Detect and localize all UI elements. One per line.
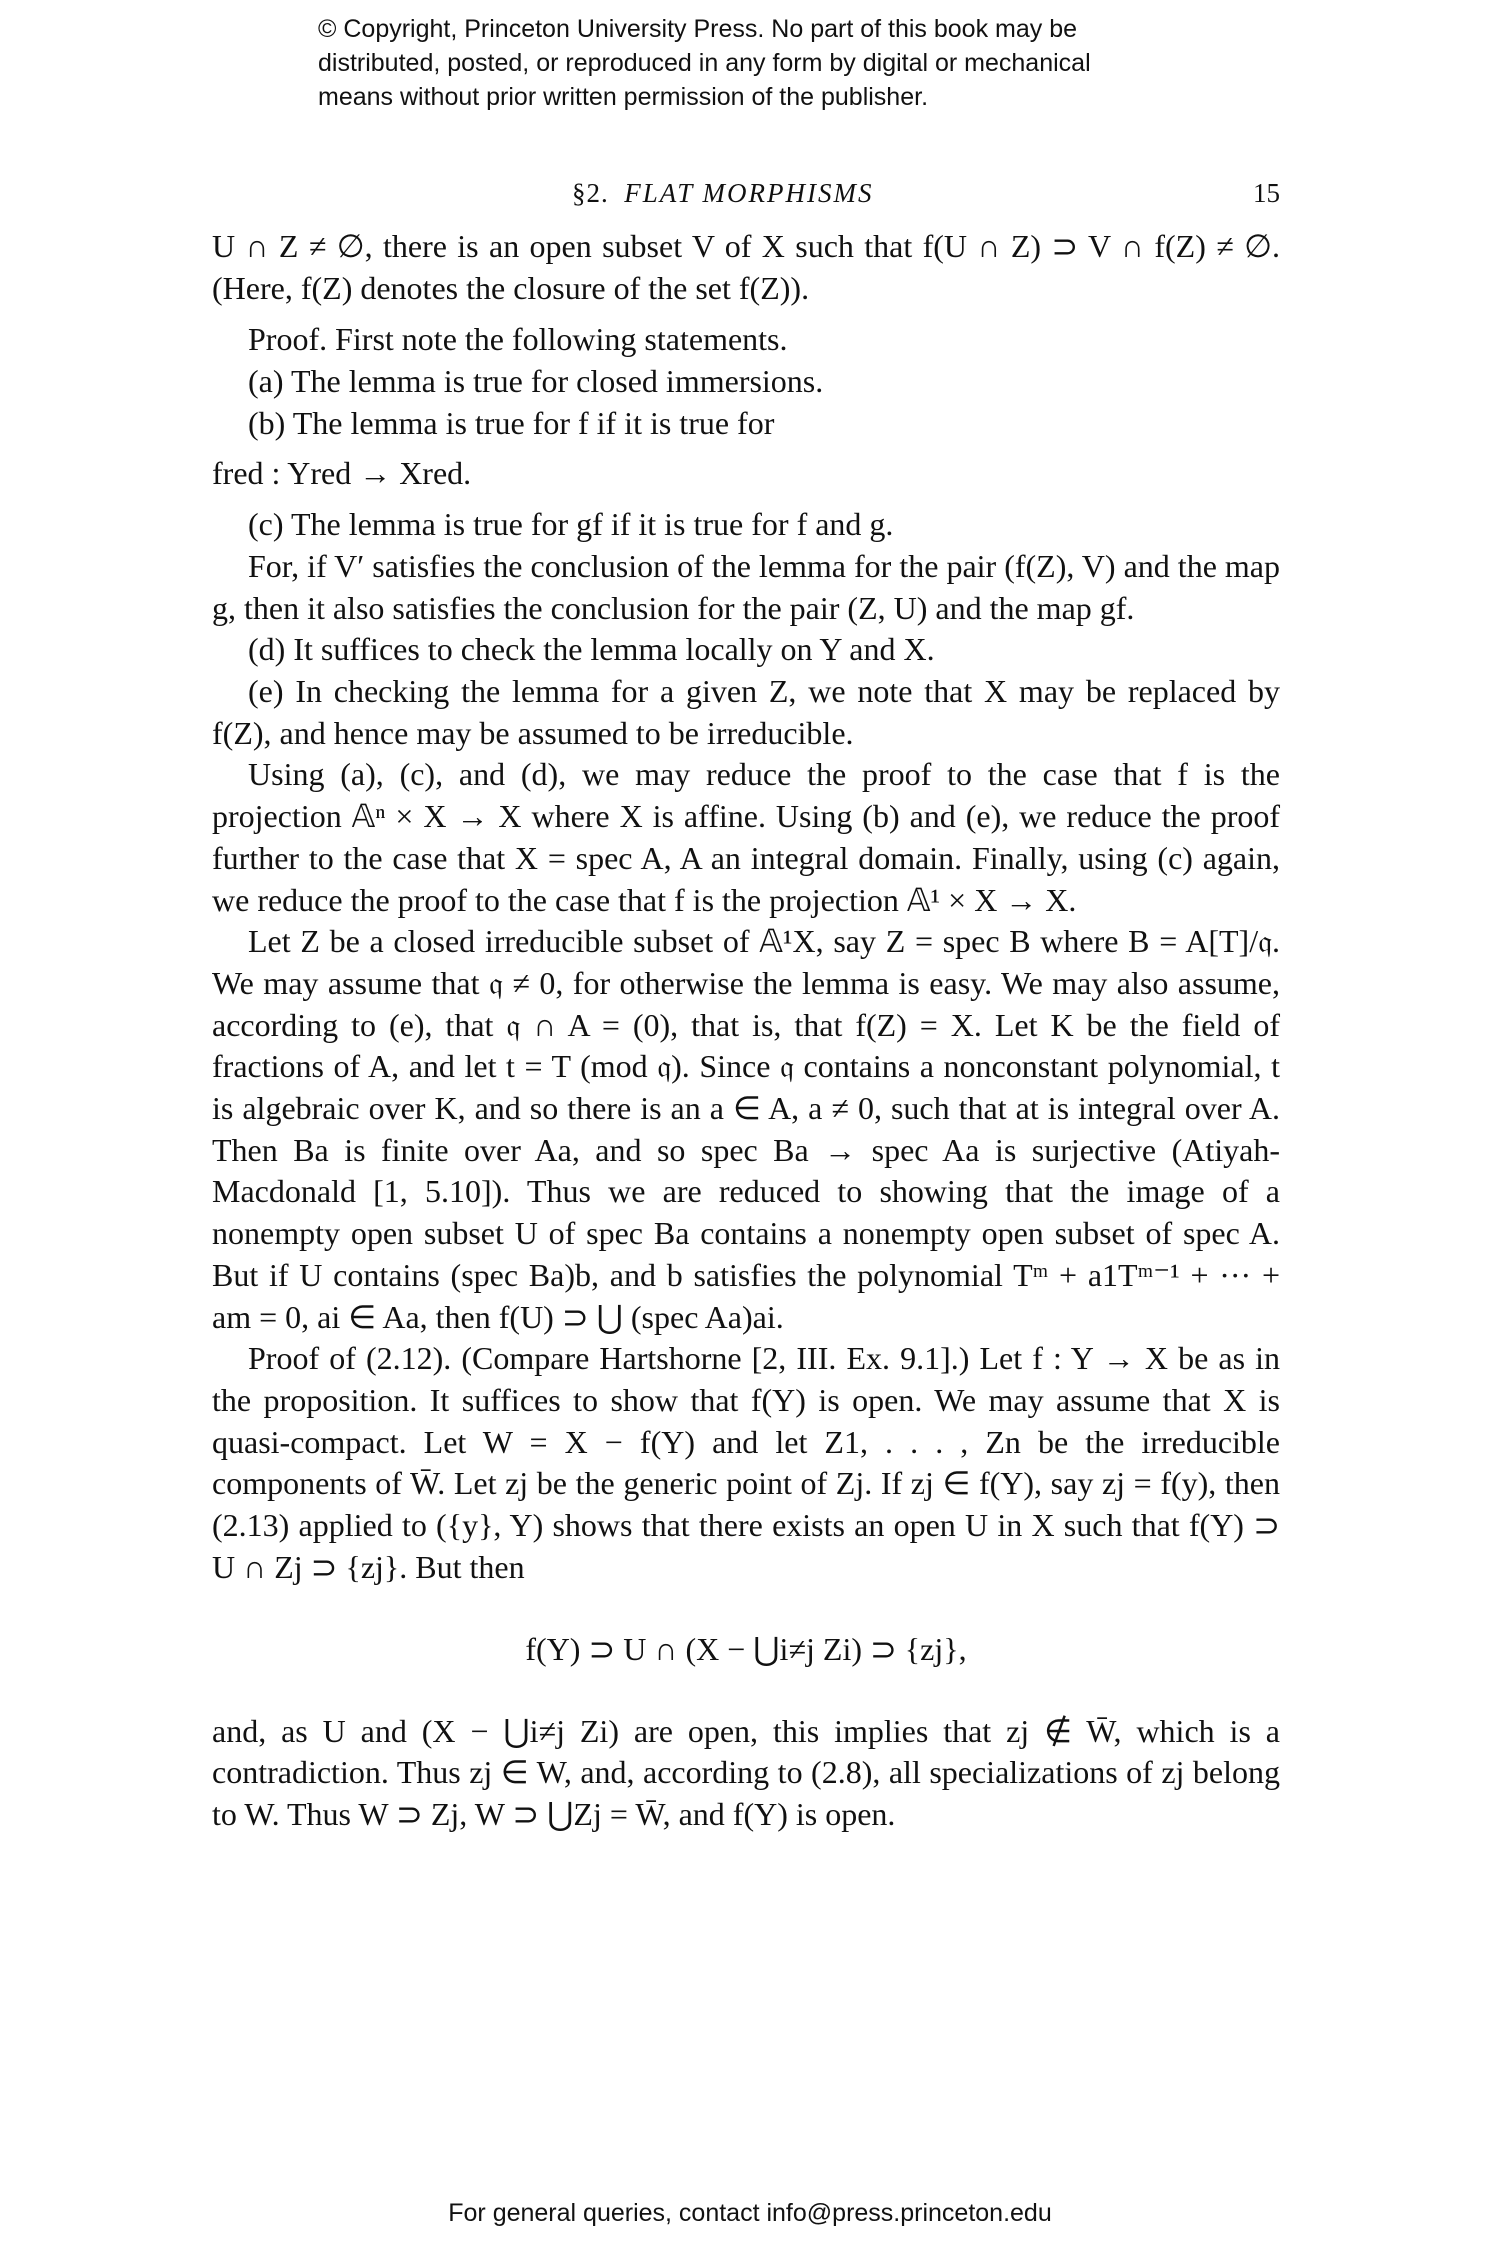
- page-number: 15: [1253, 178, 1280, 208]
- paragraph-proof-2-12: Proof of (2.12). (Compare Hartshorne [2, III. Ex. 9.1].) Let f : Y → X be as in the proposition. It suffices to show that f(Y) is open. We may assume that X is quasi-compact. Let W = X − f(Y) and let Z1, . . . , Zn be the irreducible components of W̄. Let zj be the generic point of Zj. If zj ∈ f(Y), say zj = f(y), then (2.13) applied to ({y}, Y) shows that there exists an open U in X such that f(Y) ⊃ U ∩ Zj ⊃ {zj}. But then: [212, 1340, 1280, 1585]
- paragraph-conclusion: and, as U and (X − ⋃i≠j Zi) are open, this implies that zj ∉ W̄, which is a contradiction. Thus zj ∈ W, and, according to (2.8), all specializations of zj belong to W. Thus W ⊃ Zj, W ⊃ ⋃Zj = W̄, and f(Y) is open.: [212, 1712, 1280, 1832]
- section-mark: §2.: [572, 178, 609, 208]
- footer-contact: For general queries, contact info@press.princeton.edu: [448, 2199, 1052, 2227]
- statement-a: (a) The lemma is true for closed immersions.: [248, 363, 824, 400]
- statement-b: (b) The lemma is true for f if it is true for: [248, 404, 775, 441]
- display-formula-2: [212, 1589, 1280, 1711]
- running-head: [212, 178, 1280, 218]
- running-head-title: [572, 178, 873, 209]
- copyright-notice: [318, 12, 1218, 114]
- paragraph-reduction: Using (a), (c), and (d), we may reduce the proof to the case that f is the projection 𝔸ⁿ × X → X where X is affine. Using (b) and (e), we reduce the proof further to the case that X = spec A, A an integral domain. Finally, using (c) again, we reduce the proof to the case that f is the projection 𝔸¹ × X → X.: [212, 756, 1280, 918]
- statement-d: (d) It suffices to check the lemma locally on Y and X.: [248, 631, 935, 668]
- copyright-line-2: distributed, posted, or reproduced in any form by digital or mechanical: [318, 49, 1091, 77]
- statement-e: (e) In checking the lemma for a given Z, we note that X may be replaced by f(Z), and hence may be assumed to be irreducible.: [212, 673, 1280, 751]
- copyright-line-3: means without prior written permission of the publisher.: [318, 83, 929, 111]
- display-formula-1: fred : Yred → Xred.: [212, 454, 472, 491]
- section-title: FLAT MORPHISMS: [624, 178, 874, 208]
- paragraph-lemma-end: U ∩ Z ≠ ∅, there is an open subset V of X such that f(U ∩ Z) ⊃ V ∩ f(Z) ≠ ∅. (Here, f(Z) denotes the closure of the set f(Z)).: [212, 228, 1280, 306]
- paragraph-proof-start: Proof. First note the following statements.: [248, 321, 788, 358]
- paragraph-c-explanation: For, if V′ satisfies the conclusion of the lemma for the pair (f(Z), V) and the map g, then it also satisfies the conclusion for the pair (Z, U) and the map gf.: [212, 547, 1280, 626]
- display-formula-2-text: f(Y) ⊃ U ∩ (X − ⋃i≠j Zi) ⊃ {zj},: [525, 1630, 967, 1667]
- page-body: [212, 226, 1280, 1836]
- copyright-line-1: © Copyright, Princeton University Press. No part of this book may be: [318, 15, 1078, 43]
- statement-c: (c) The lemma is true for gf if it is true for f and g.: [248, 506, 894, 543]
- paragraph-closed-subset: Let Z be a closed irreducible subset of 𝔸¹X, say Z = spec B where B = A[T]/𝔮. We may assume that 𝔮 ≠ 0, for otherwise the lemma is easy. We may also assume, according to (e), that 𝔮 ∩ A = (0), that is, that f(Z) = X. Let K be the field of fractions of A, and let t = T (mod 𝔮). Since 𝔮 contains a nonconstant polynomial, t is algebraic over K, and so there is an a ∈ A, a ≠ 0, such that at is integral over A. Then Ba is finite over Aa, and so spec Ba → spec Aa is surjective (Atiyah-Macdonald [1, 5.10]). Thus we are reduced to showing that the image of a nonempty open subset U of spec Ba contains a nonempty open subset of spec A. But if U contains (spec Ba)b, and b satisfies the polynomial Tᵐ + a1Tᵐ⁻¹ + ··· + am = 0, ai ∈ Aa, then f(U) ⊃ ⋃ (spec Aa)ai.: [212, 923, 1280, 1335]
